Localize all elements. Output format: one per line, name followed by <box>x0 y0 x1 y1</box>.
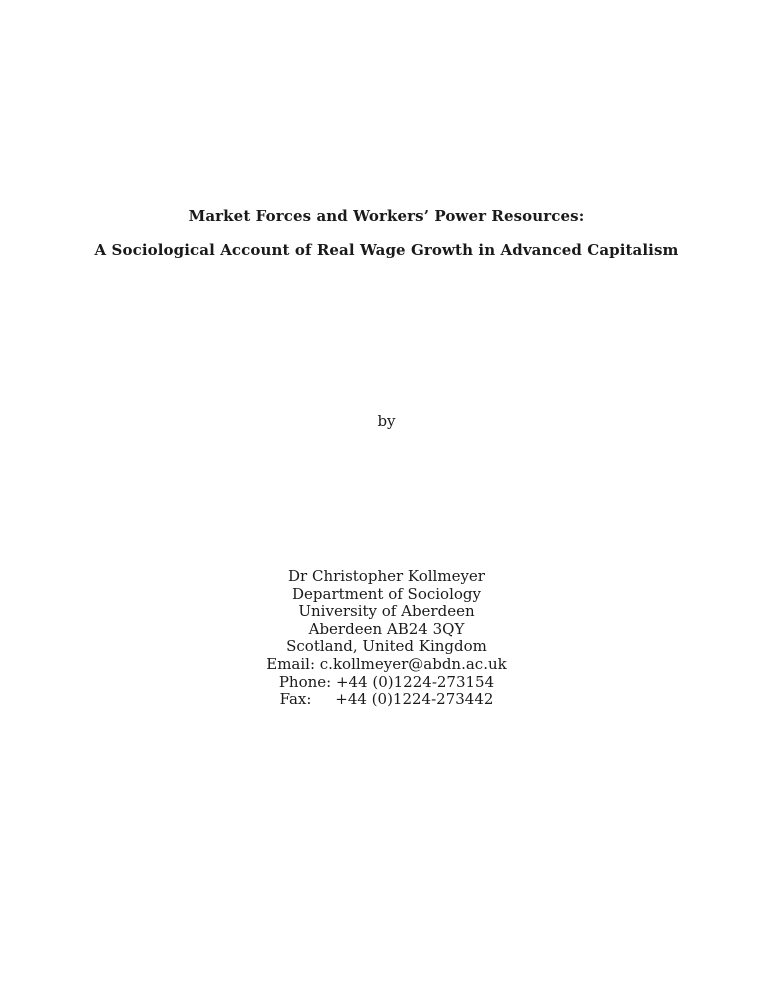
paper-title-line-1: Market Forces and Workers’ Power Resources: <box>188 207 585 225</box>
author-postcode: Aberdeen AB24 3QY <box>308 619 465 638</box>
author-fax: Fax: +44 (0)1224-273442 <box>279 690 494 709</box>
author-email: Email: c.kollmeyer@abdn.ac.uk <box>266 654 507 673</box>
author-name: Dr Christopher Kollmeyer <box>288 567 485 585</box>
author-department: Department of Sociology <box>292 584 481 603</box>
author-university: University of Aberdeen <box>298 602 475 621</box>
author-phone: Phone: +44 (0)1224-273154 <box>278 672 495 691</box>
byline: by <box>377 412 396 430</box>
author-contact-block <box>0 568 773 709</box>
author-country: Scotland, United Kingdom <box>286 637 487 656</box>
paper-title-line-2: A Sociological Account of Real Wage Growth in Advanced Capitalism <box>94 241 679 259</box>
